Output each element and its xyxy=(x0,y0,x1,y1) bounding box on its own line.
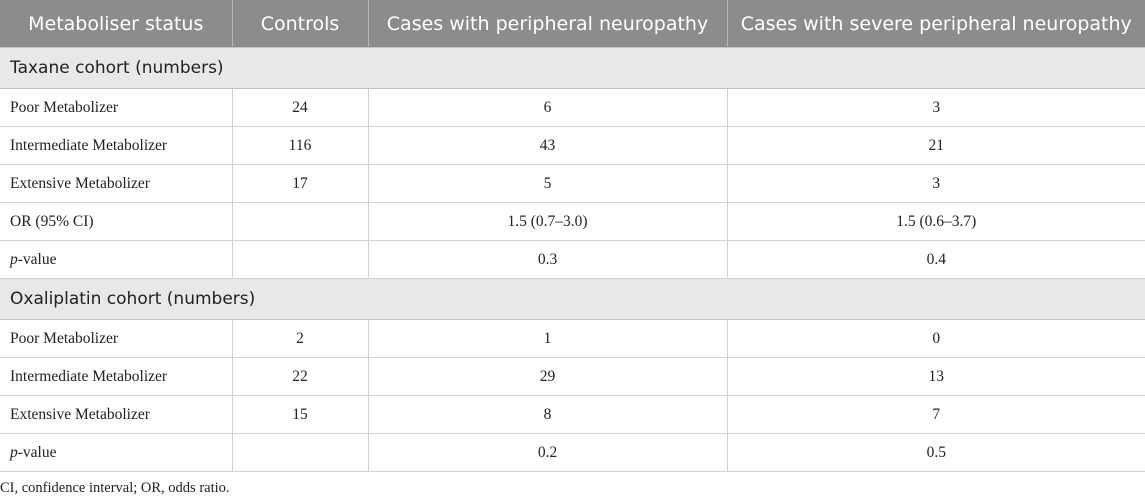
section-row-oxaliplatin xyxy=(0,279,1145,320)
row-label xyxy=(0,241,232,279)
cell-cases: 1.5 (0.7–3.0) xyxy=(368,203,727,241)
cell-severe: 1.5 (0.6–3.7) xyxy=(727,203,1145,241)
cell-controls: 24 xyxy=(232,89,368,127)
cell-cases: 8 xyxy=(368,396,727,434)
row-label: Poor Metabolizer xyxy=(0,89,232,127)
table-row xyxy=(0,89,1145,127)
header-row xyxy=(0,0,1145,48)
row-label: Extensive Metabolizer xyxy=(0,165,232,203)
table-row xyxy=(0,358,1145,396)
cell-cases: 0.3 xyxy=(368,241,727,279)
header-cases-peripheral-neuropathy: Cases with peripheral neuropathy xyxy=(368,0,727,48)
cell-severe: 3 xyxy=(727,89,1145,127)
header-metaboliser-status: Metaboliser status xyxy=(0,0,232,48)
table-footnote: CI, confidence interval; OR, odds ratio. xyxy=(0,480,230,496)
cell-cases: 0.2 xyxy=(368,434,727,472)
table-row xyxy=(0,165,1145,203)
row-label: Intermediate Metabolizer xyxy=(0,358,232,396)
table-row xyxy=(0,127,1145,165)
cell-severe: 7 xyxy=(727,396,1145,434)
cell-controls: 2 xyxy=(232,320,368,358)
table-row xyxy=(0,203,1145,241)
p-suffix: -value xyxy=(17,443,57,461)
cell-cases: 6 xyxy=(368,89,727,127)
cell-cases: 5 xyxy=(368,165,727,203)
header-controls: Controls xyxy=(232,0,368,48)
p-suffix: -value xyxy=(17,250,57,268)
cell-controls: 116 xyxy=(232,127,368,165)
cell-controls xyxy=(232,434,368,472)
row-label: Intermediate Metabolizer xyxy=(0,127,232,165)
cell-controls: 22 xyxy=(232,358,368,396)
row-label xyxy=(0,434,232,472)
section-row-taxane xyxy=(0,48,1145,89)
cell-severe: 3 xyxy=(727,165,1145,203)
cell-controls: 15 xyxy=(232,396,368,434)
cell-cases: 1 xyxy=(368,320,727,358)
cell-controls xyxy=(232,241,368,279)
table-row xyxy=(0,434,1145,472)
cell-severe: 0.5 xyxy=(727,434,1145,472)
cell-controls xyxy=(232,203,368,241)
cell-severe: 0 xyxy=(727,320,1145,358)
row-label: OR (95% CI) xyxy=(0,203,232,241)
p-letter: p xyxy=(10,443,18,461)
table-row xyxy=(0,241,1145,279)
cell-severe: 0.4 xyxy=(727,241,1145,279)
table-row xyxy=(0,396,1145,434)
cell-cases: 29 xyxy=(368,358,727,396)
row-label: Poor Metabolizer xyxy=(0,320,232,358)
row-label: Extensive Metabolizer xyxy=(0,396,232,434)
section-title: Taxane cohort (numbers) xyxy=(0,48,1145,89)
cell-controls: 17 xyxy=(232,165,368,203)
section-title: Oxaliplatin cohort (numbers) xyxy=(0,279,1145,320)
p-letter: p xyxy=(10,250,18,268)
table-row xyxy=(0,320,1145,358)
cell-severe: 21 xyxy=(727,127,1145,165)
cell-cases: 43 xyxy=(368,127,727,165)
header-cases-severe-peripheral-neuropathy: Cases with severe peripheral neuropathy xyxy=(727,0,1145,48)
cell-severe: 13 xyxy=(727,358,1145,396)
